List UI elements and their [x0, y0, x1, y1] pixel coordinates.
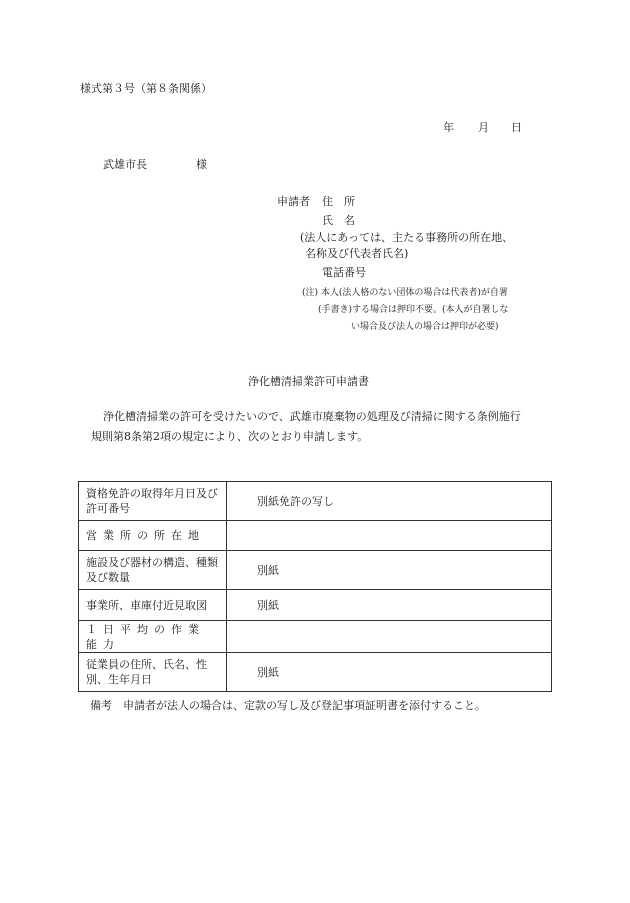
row-value-site-map[interactable]: 別紙: [227, 590, 552, 621]
row-value-facilities[interactable]: 別紙: [227, 551, 552, 590]
date-month-label: 月: [478, 121, 489, 134]
addressee-honorific: 様: [196, 158, 207, 171]
corporate-note-line-1: (法人にあっては、主たる事務所の所在地、: [300, 231, 514, 244]
phone-label: 電話番号: [322, 266, 366, 279]
row-value-daily-capacity[interactable]: [227, 621, 552, 653]
table-row: [79, 482, 552, 521]
row-value-employees[interactable]: 別紙: [227, 653, 552, 692]
name-label: 氏 名: [322, 214, 355, 227]
date-year-label: 年: [443, 121, 454, 134]
row-label-daily-capacity: １日平均の作業能力: [79, 621, 227, 653]
date-day-label: 日: [511, 121, 522, 134]
corporate-note-line-2: 名称及び代表者氏名): [305, 247, 409, 260]
application-table: [78, 481, 552, 692]
body-line-1: 浄化槽清掃業の許可を受けたいので、武雄市廃棄物の処理及び清掃に関する条例施行: [103, 410, 521, 423]
seal-note-line-2: (手書き)する場合は押印不要。(本人が自署しな: [318, 305, 509, 315]
row-label-employees: 従業員の住所、氏名、性別、生年月日: [79, 653, 227, 692]
table-row: [79, 653, 552, 692]
row-label-office-location: 営業所の所在地: [79, 521, 227, 551]
document-title: 浄化槽清掃業許可申請書: [248, 375, 369, 388]
applicant-label: 申請者: [277, 195, 310, 208]
form-number: 様式第３号（第８条関係）: [80, 82, 212, 95]
seal-note-line-3: い場合及び法人の場合は押印が必要): [351, 322, 499, 332]
row-label-facilities: 施設及び器材の構造、種類及び数量: [79, 551, 227, 590]
table-row: [79, 551, 552, 590]
body-line-2: 規則第8条第2項の規定により、次のとおり申請します。: [91, 430, 369, 443]
row-label-qualification: 資格免許の取得年月日及び許可番号: [79, 482, 227, 521]
remarks: 備考 申請者が法人の場合は、定款の写し及び登記事項証明書を添付すること。: [90, 699, 486, 712]
table-row: [79, 621, 552, 653]
table-row: [79, 521, 552, 551]
table-row: [79, 590, 552, 621]
row-value-qualification[interactable]: 別紙免許の写し: [227, 482, 552, 521]
row-value-office-location[interactable]: [227, 521, 552, 551]
addressee-name: 武雄市長: [103, 158, 147, 171]
address-label: 住 所: [322, 195, 355, 208]
row-label-site-map: 事業所、車庫付近見取図: [79, 590, 227, 621]
seal-note-line-1: (注) 本人(法人格のない団体の場合は代表者)が自署: [302, 288, 508, 298]
